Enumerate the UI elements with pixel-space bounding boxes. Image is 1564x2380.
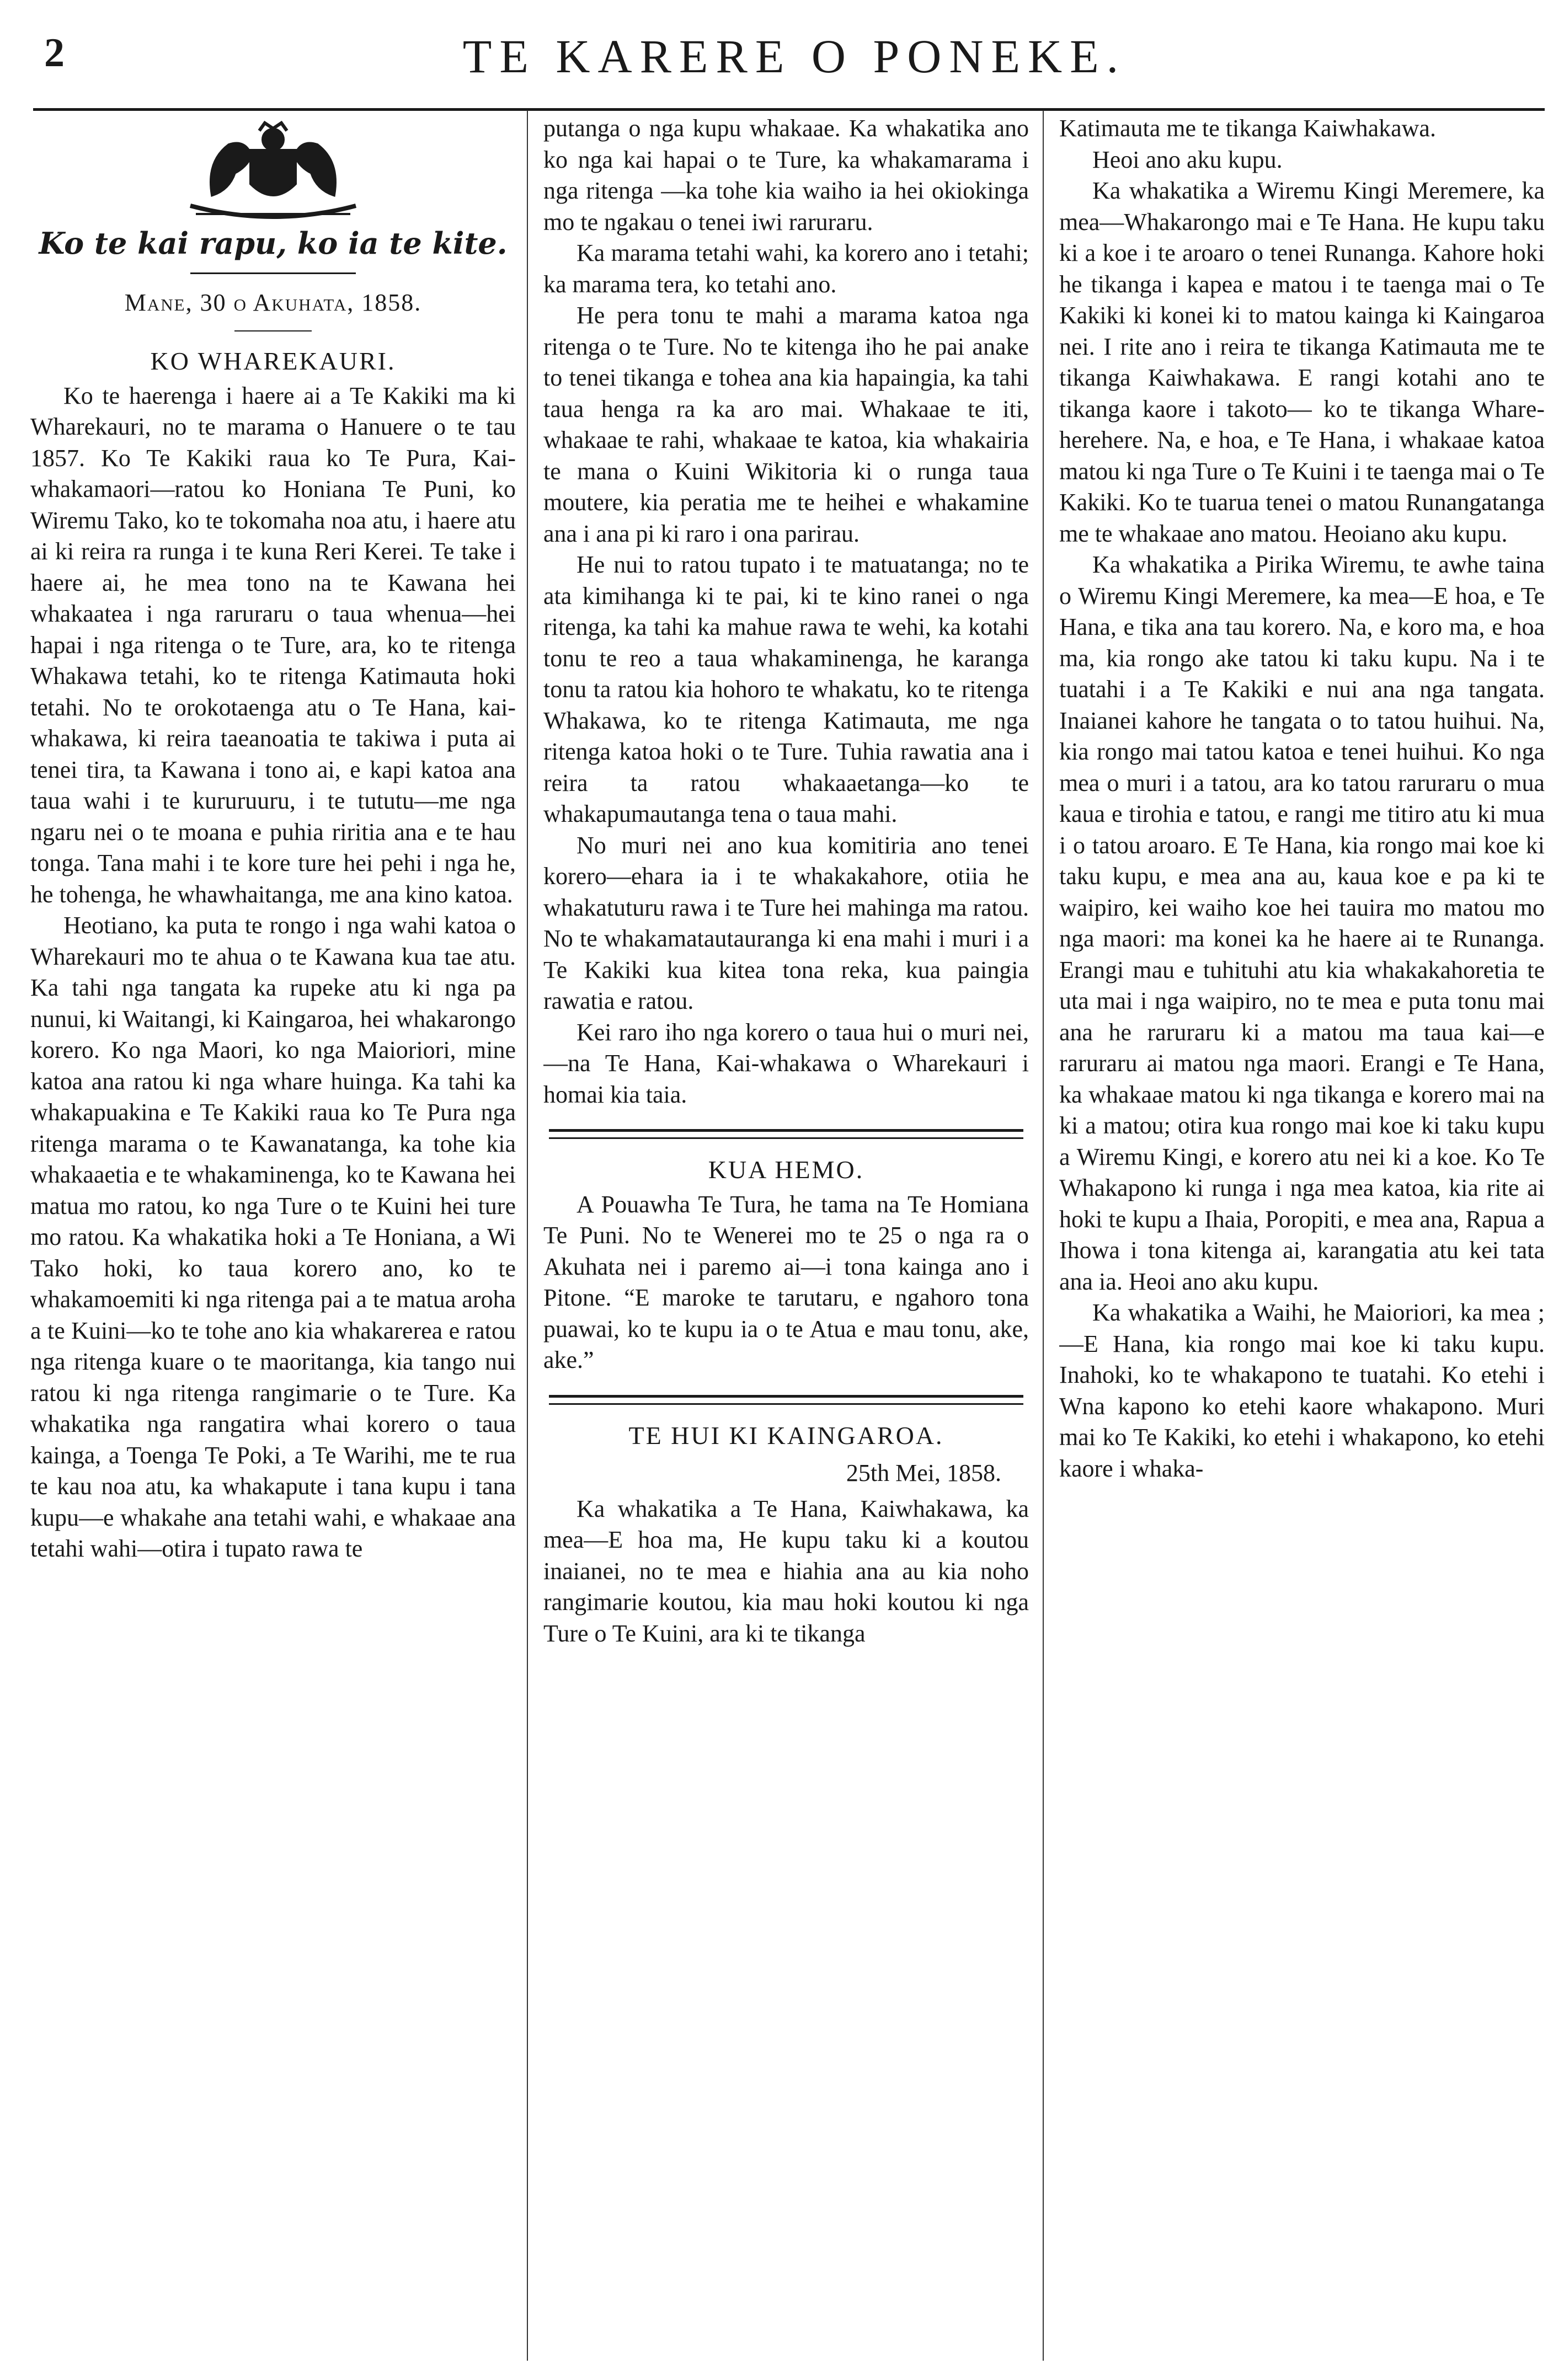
column-1 bbox=[30, 113, 516, 2363]
article-paragraph: Ko te haerenga i haere ai a Te Kakiki ma ki Wharekauri, no te marama o Hanuere o te tau 1857. Ko Te Kakiki raua ko Te Pura, Kai-whakamaori—ratou ko Honiana Te Puni, ko Wiremu Tako, ko te tokomaha noa atu, i haere atu ai ki reira ra runga i te kuna Reri Kerei. Te take i haere ai, he mea tono na te Kawana hei whakaatea i nga raruraru o taua whenua—hei hapai i nga ritenga o te Ture, ara, ko te ritenga Whakawa tetahi, ko te ritenga Katimauta hoki tetahi. No te orokotaenga atu o Te Hana, kai-whakawa, ki reira taeanoatia te takiwa i puta ai tenei tira, ta Kawana i tono ai, e kapi katoa ana taua wahi i te kururuuru, i te tututu—me nga ngaru nei o te moana e puhia riritia ana e te hau tonga. Tana mahi i te kore ture hei pehi i nga he, he tohenga, he whawhaitanga, me ana kino katoa. bbox=[30, 382, 516, 908]
article-paragraph: Ka whakatika a Pirika Wiremu, te awhe taina o Wiremu Kingi Meremere, ka mea—E hoa, e Te Hana, e tika ana tau korero. Na, e koro ma, e hoa ma, kia rongo ake tatou ki taku kupu. Na i te tuatahi i a Te Kakiki e nui ana nga tangata. Inaianei kahore he tangata o to tatou huihui. Na, kia rongo mai tatou katoa e tenei huihui. Ko nga mea o muri i a tatou, ara ko tatou raruraru o mua kaua e tirohia e tatou, e rangi me titiro atu ki mua i o tatou aroaro. E Te Hana, kia rongo mai koe ki taku kupu, e mea ana au, kaua koe e pa ki te waipiro, kei waiho koe hei tauira mo matou mo nga maori: ma konei ka he haere ai te Runanga. Erangi mau e tuhituhi atu kia whakakahoretia te uta mai i nga waipiro, no te mea e puta tonu mai ana he raruraru ki a matou ma taua kai—e raruraru ai matou nga maori. Erangi e Te Hana, ka whakaae matou ki nga tikanga e korero mai na ki a matou; otira kua rongo mai koe ki taku kupu a Wiremu Kingi, e korero atu nei ki a koe. Ko Te Whakapono ki runga i nga mea katoa, kia rite ai hoki te kupu a Ihaia, Poropiti, e mea ana, Rapua a Ihowa i tona kitenga ai, karangatia atu kei tata ana ia. Heoi ano aku kupu. bbox=[1059, 551, 1545, 1295]
royal-coat-of-arms-icon bbox=[157, 117, 389, 222]
article-paragraph: He pera tonu te mahi a marama katoa nga ritenga o te Ture. No te kitenga iho he pai anake to tenei tikanga e tohea ana kia hapaingia, ka tahi taua henga ra ka aro mai. Whakaae te iti, whakaae te rahi, whakaae te katoa, kia whakairia te mana o Kuini Wikitoria ki o runga taua moutere, kia peratia me te heihei e whakamine ana i ana pi ki raro i ona parirau. bbox=[543, 302, 1029, 547]
article-paragraph: Katimauta me te tikanga Kaiwhakawa. bbox=[1059, 115, 1436, 142]
rule bbox=[234, 330, 312, 331]
article-paragraph: Ka marama tetahi wahi, ka korero ano i tetahi; ka marama tera, ko tetahi ano. bbox=[543, 239, 1029, 298]
section-title-hui: TE HUI KI KAINGAROA. bbox=[628, 1421, 944, 1450]
masthead-rule bbox=[33, 108, 1545, 111]
section-title-kua-hemo: KUA HEMO. bbox=[708, 1156, 864, 1184]
article-paragraph: Kei raro iho nga korero o taua hui o muri nei,—na Te Hana, Kai-whakawa o Wharekauri i homai kia taia. bbox=[543, 1018, 1029, 1108]
page-number: 2 bbox=[44, 30, 65, 76]
report-date: 25th Mei, 1858. bbox=[846, 1459, 1001, 1486]
newspaper-title: TE KARERE O PONEKE. bbox=[462, 30, 1127, 83]
article-paragraph: He nui to ratou tupato i te matuatanga; no te ata kimihanga ki te pai, ki te kino ranei o nga ritenga, ka tahi ka mahue rawa te wehi, ka kotahi tonu te reo a taua whakaminenga, he karanga tonu ta ratou kia hohoro te whakatu, ko te ritenga Whakawa, ko te ritenga Katimauta, me nga ritenga katoa hoki o te Ture. Tuhia rawatia ana i reira ta ratou whakaaetanga—ko te whakapumautanga tena o taua mahi. bbox=[543, 551, 1029, 827]
article-paragraph: Heotiano, ka puta te rongo i nga wahi katoa o Wharekauri mo te ahua o te Kawana kua tae atu. Ka tahi nga tangata ka rupeke atu ki nga pa nunui, ki Waitangi, ki Kaingaroa, hei whakarongo korero. Ko nga Maori, ko nga Maioriori, mine katoa ana ratou ki nga whare huinga. Ka tahi ka whakapuakina e Te Kakiki raua ko Te Pura nga ritenga marama o te Kawanatanga, ka tohe kia whakaaetia e te whakaminenga, ko te Kawana hei matua mo ratou, ko nga Ture o te Kuini hei ture mo ratou. Ka whakatika hoki a Te Honiana, a Wi Tako hoki, ko taua korero ano, ko te whakamoemiti ki nga ritenga pai a te matua aroha a te Kuini—ko te tohe ano kia whakarerea e ratou nga ritenga kuare o te maoritanga, kia tango nui ratou ki nga ritenga rangimarie o te Ture. Ka whakatika nga rangatira whai korero o taua kainga, a Toenga Te Poki, a Te Warihi, me te rua te kau noa atu, ka whakapute i tana kupu i tana kupu—e whakahe ana tetahi wahi, e whakaae ana tetahi wahi—otira i tupato rawa te bbox=[30, 912, 516, 1562]
paper-motto: Ko te kai rapu, ko ia te kite. bbox=[39, 226, 508, 261]
masthead bbox=[44, 22, 1545, 94]
column-divider bbox=[1043, 110, 1044, 2361]
rule bbox=[190, 272, 356, 274]
article-paragraph: putanga o nga kupu whakaae. Ka whakatika ano ko nga kai hapai o te Ture, ka whakamarama i nga ritenga —ka tohe kia waiho ia hei okiokinga mo te ngakau o tenei iwi raruraru. bbox=[543, 115, 1029, 236]
section-rule bbox=[549, 1395, 1023, 1405]
section-rule bbox=[549, 1129, 1023, 1139]
article-paragraph: Ka whakatika a Wiremu Kingi Meremere, ka mea—Whakarongo mai e Te Hana. He kupu taku ki a koe i te aroaro o tenei Runanga. Kahore hoki he tikanga i kapea e matou i te taenga mai o Te Kakiki ki konei ki to matou kainga ki Kaingaroa nei. I rite ano i reira te tikanga Katimauta me te tikanga Kaiwhakawa. E rangi kotahi ano te tikanga kaore i takoto— ko te tikanga Whare-herehere. Na, e hoa, e Te Hana, i whakaae katoa matou ki nga Ture o Te Kuini i te taenga mai o Te Kakiki. Ko te tuarua tenei o matou Runangatanga me te whakaae ano matou. Heoiano aku kupu. bbox=[1059, 177, 1545, 547]
column-2 bbox=[543, 113, 1029, 2363]
article-paragraph: Ka whakatika a Te Hana, Kaiwhakawa, ka mea—E hoa ma, He kupu taku ki a koutou inaianei, no te mea e hiahia ana au kia noho rangimarie koutou, kia mau hoki koutou ki nga Ture o Te Kuini, ara ki te tikanga bbox=[543, 1495, 1029, 1647]
article-paragraph: Heoi ano aku kupu. bbox=[1092, 146, 1283, 173]
article-paragraph: Ka whakatika a Waihi, he Maioriori, ka mea ;—E Hana, kia rongo mai koe ki taku kupu. Inahoki, ko te whakapono te tuatahi. Ko etehi i Wna kapono ko etehi kaore whakapono. Muri mai ko Te Kakiki, ko etehi i whakapono, ko etehi kaore i whaka- bbox=[1059, 1299, 1545, 1482]
issue-dateline: Mane, 30 o Akuhata, 1858. bbox=[124, 288, 422, 316]
column-divider bbox=[527, 110, 528, 2361]
notice-paragraph: A Pouawha Te Tura, he tama na Te Homiana Te Puni. No te Wenerei mo te 25 o nga ra o Akuhata nei i paremo ai—i tona kainga ano i Pitone. “E maroke te tarutaru, e ngahoro tona puawai, ko te kupu ia o te Atua e mau tonu, ake, ake.” bbox=[543, 1190, 1029, 1373]
column-3 bbox=[1059, 113, 1545, 2363]
article-title: KO WHAREKAURI. bbox=[150, 347, 396, 375]
article-paragraph: No muri nei ano kua komitiria ano tenei korero—ehara ia i te whakakahore, otiia he whakatuturu rawa i te Ture hei mahinga ma ratou. No te whakamatautauranga ki ena mahi i muri i a Te Kakiki kua kitea tona reka, kua paingia rawatia e ratou. bbox=[543, 831, 1029, 1014]
